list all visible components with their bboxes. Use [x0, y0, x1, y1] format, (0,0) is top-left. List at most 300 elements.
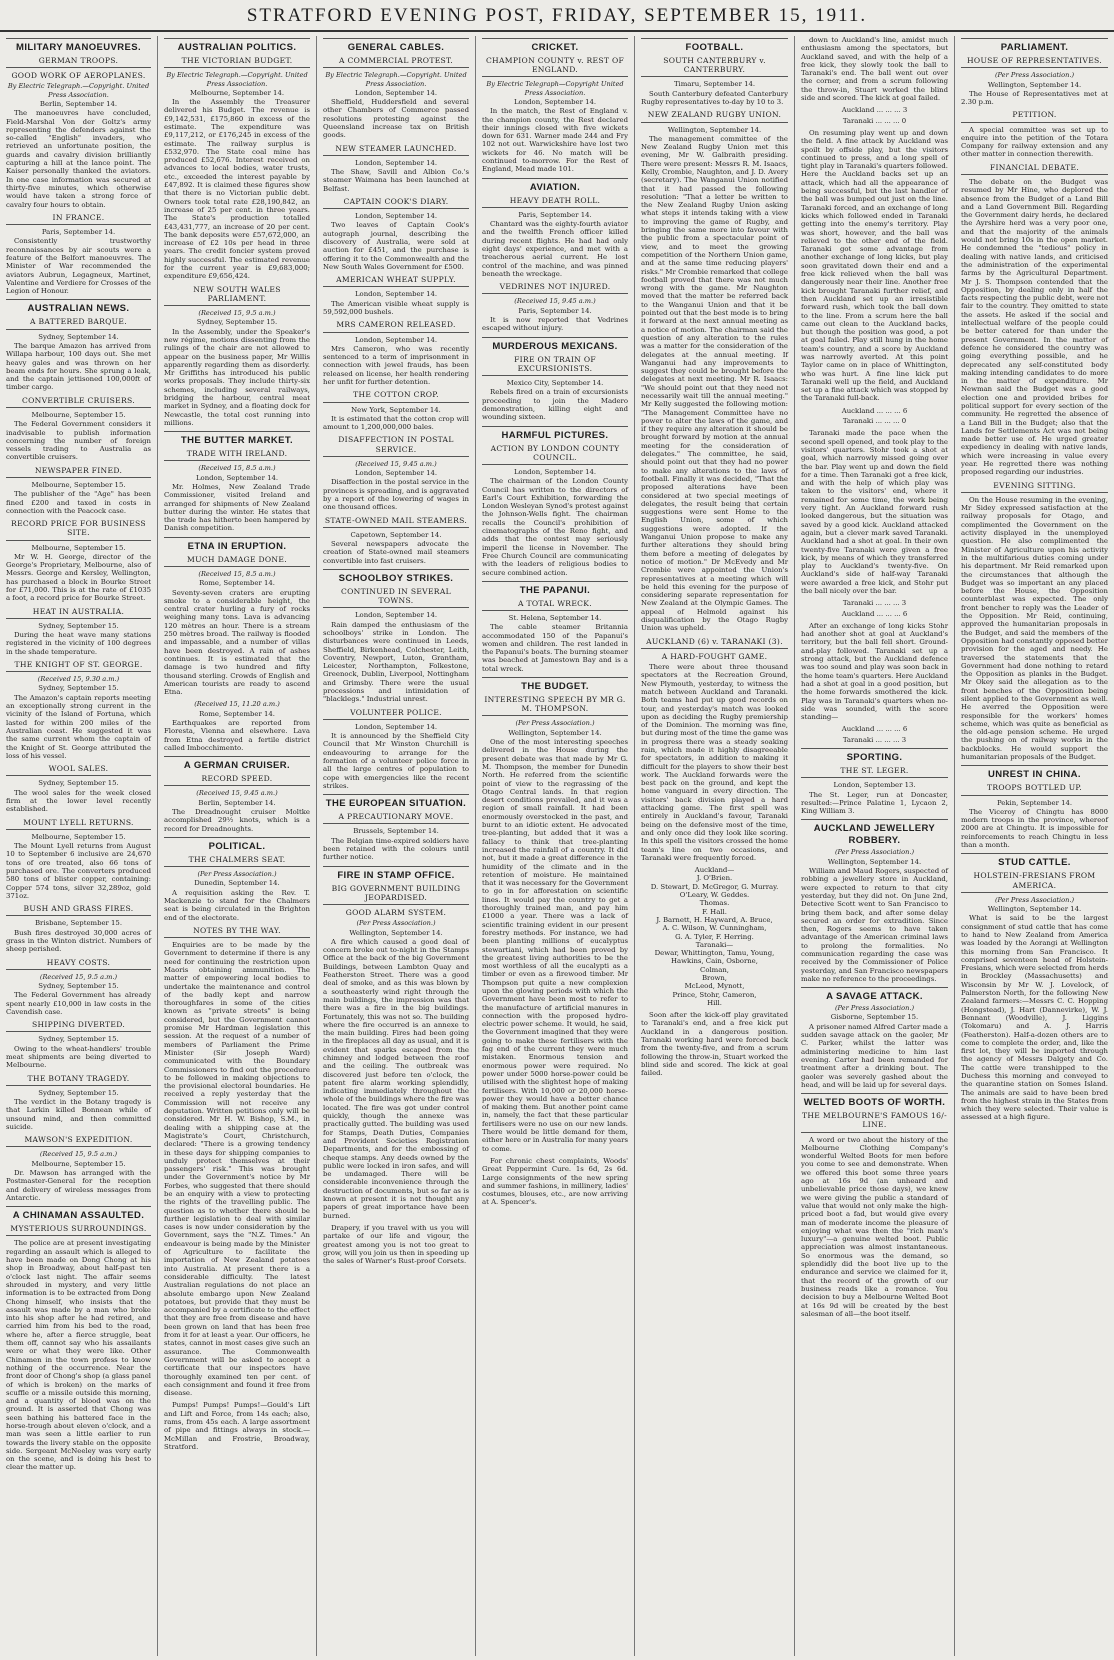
article-body: For chronic chest complaints, Woods' Great Peppermint Cure. 1s 6d, 2s 6d. Large consignments of the new spring and summer fashions, in millinery, ladies' costumes, blouses, etc., are now arriving at A. Spencer's.: [482, 1156, 628, 1207]
divider: [641, 38, 788, 39]
article-body: The police are at present investigating regarding an assault which is alleged to have been made on Dong Chong at his shop in Broadway, about half-past ten o'clock last night. The affair seems shrouded in mystery, and very little information is to be extracted from Dong Chong himself, who insists that the assault was made by a man who broke into his shop after he had retired, and carried him from his bed to the road, where he, after a fierce struggle, beat them off, cannot say who his assailants were or what they were like. Other Chinamen in the town profess to know nothing of the occurrence. Near the front door of Chong's shop (a glass panel of which is broken) on the marks of scuffle or a missile outside this morning, and a quantity of blood was on the ground. It is asserted that Chong was seen bathing his battered face in the horse-trough about eleven o'clock, and a man was seen a little earlier to run towards the livery stable on the opposite side. Sergeant McNeeley was very early on the scene, and is doing his best to clear the matter up.: [6, 1239, 151, 1472]
subheadline: CAPTAIN COOK'S DIARY.: [323, 197, 469, 209]
article-body: The management committee of the New Zealand Rugby Union met this evening, Mr W. Galbraith presiding. There were present: Messrs R. M. Isaacs, Kelly, Crombie, Naughton, and J. D. Avery (secretary). The Wanganui Union notified that it had passed the following resolution: "That a letter be written to the New Zealand Rugby Union asking what steps it intends taking with a view to improving the game of Rugby, and bringing the same more into favour with the public from a spectacular point of view, and to meet the growing competition of the Northern Union game, and at the same time reducing players' risks." Mr Crombie remarked that college football proved that there was not much wrong with the game. Mr Naughton moved that the matter be referred back to the Wanganui Union and that it be pointed out that the best mode is to bring it forward at the next annual meeting as a notice of motion. The chairman said the question of any alteration to the rules was a matter for the consideration of the delegates at the annual meeting. If Wanganui had any improvements to suggest they could be brought before the delegates at next meeting. Mr R. Isaacs: "We should point out that they need not necessarily wait till the annual meeting." Mr Kelly suggested the following motion: "The Management Committee have no power to alter the laws of the game, and if they require any alteration it should be brought forward by motion at the annual meeting for the consideration of delegates." The committee, he said, should point out that they had no power to make any alterations to the laws of football. Finally it was decided, "That the proposed alterations have been considered at two special meetings of delegates, the result being that certain suggestions were sent Home to the English Union, some of which suggestions were adopted. If the Wanganui Union propose to make any further alterations they should bring them before a meeting of delegates by notice of motion." Dr McEvedy and Mr Crombie were appointed the Union's representatives at a meeting which will be held this evening for the purpose of considering separate representation for New Zealand at the Olympic Games. The appeal of Helmold against his disqualification by the Otago Rugby Union was upheld.: [641, 134, 788, 633]
subheadline: NEW ZEALAND RUGBY UNION.: [641, 110, 788, 122]
article-body: The Viceroy of Chingtu has 8000 modern troops in the province, whereof 2000 are at Chingtu. It is impossible for reinforcements to reach Chingtu in less than a month.: [961, 807, 1108, 850]
subheadline: A PRECAUTIONARY MOVE.: [323, 812, 469, 824]
divider: [164, 431, 310, 432]
dateline: Wellington, September 14.: [508, 728, 602, 737]
subheadline: MOUNT LYELL RETURNS.: [6, 818, 151, 830]
team-heading: Auckland—: [694, 866, 735, 875]
article: [482, 1157, 628, 1207]
source-line: (Per Press Association.): [197, 870, 277, 879]
article: [6, 38, 151, 209]
subheadline: AUCKLAND (6) v. TARANAKI (3).: [641, 637, 788, 649]
dateline: Wellington, September 14.: [667, 125, 762, 134]
dateline: London, September 13.: [833, 781, 916, 790]
subheadline: THE BOTANY TRAGEDY.: [6, 1074, 151, 1086]
source-line: (Per Press Association.): [515, 719, 595, 728]
article-body: The Mount Lyell returns from August 10 to September 6 inclusive are 24,670 tons of ore treated, also 66 tons of purchased ore. The converters produced 580 tons of blister copper, containing: Copper 574 tons, silver 32,289oz, gold 371oz.: [6, 842, 151, 900]
article: [6, 764, 151, 813]
article-body: The Amazon's captain reports meeting an exceptionally strong current in the vicinity of the Island of Fortuna, which lasted for within 200 miles of the Australian coast. He suggested it was the same current whom the captain of the Knight of St. George attributed the loss of his vessel.: [6, 693, 151, 760]
article-body: The wool sales for the week closed firm at the lower level recently established.: [6, 788, 151, 814]
subheadline: NEW STEAMER LAUNCHED.: [323, 144, 469, 156]
article-body: Earthquakes are reported from Floresta, Vienna and elsewhere. Lava from Etna destroyed a fertile district called Imbocchimento.: [164, 719, 310, 752]
subheadline: AMERICAN WHEAT SUPPLY.: [323, 275, 469, 287]
headline: AVIATION.: [529, 181, 581, 193]
divider: [6, 38, 151, 39]
article-body: The House of Representatives met at 2.30 p.m.: [961, 89, 1108, 107]
dateline: Sydney, September 15.: [38, 1035, 119, 1044]
article-body: Rebels fired on a train of excursionists proceeding to join the Madero demonstration, killing eight and wounding sixteen.: [482, 388, 628, 422]
dateline: Pekin, September 14.: [996, 798, 1073, 807]
source-line: (Per Press Association.): [994, 895, 1075, 904]
dateline: London, September 14.: [513, 98, 597, 106]
dateline: Melbourne, September 15.: [31, 480, 126, 489]
headline: MURDEROUS MEXICANS.: [492, 340, 618, 352]
article-body: A fire which caused a good deal of concern broke out to-night in the Stamps Office at the back of the big Government Buildings, between Lambton Quay and Featherston Street. There was a good deal of smoke, and as this was blown by a southeasterly wind right through the main buildings, the impression was that there was a fire in the big buildings. Fortunately, this was not so. The building where the fire occurred is an annexe to the main building. Fires had been going in the fireplaces all day as usual, and it is evident that sparks escaped from the chimney and lodged between the roof and the ceiling. The outbreak was discovered just before ten o'clock, the patent fire alarm working splendidly, indicating immediately throughout the whole of the buildings where the fire was located. The fire was got under control quickly, though the annexe was practically gutted. The building was used for Stamps, Death Duties, Companies and Provident Societies Registration Departments, and for the embossing of cheque stamps. Any deeds owned by the public were locked in iron safes, and will be undamaged. There will be considerable inconvenience through the destruction of documents, but so far as is known at present it is not thought any papers of great importance have been burned.: [323, 937, 469, 1220]
article: [323, 390, 469, 431]
article: [801, 36, 948, 102]
source-line: (Received 15, 11.20 a.m.): [194, 700, 280, 709]
article-body: Bush fires destroyed 30,000 acres of grass in the Winton district. Numbers of sheep perished.: [6, 928, 151, 954]
article: [164, 926, 310, 1398]
article: [323, 197, 469, 271]
divider: [323, 866, 469, 867]
article: [6, 660, 151, 760]
article-body: A prisoner named Alfred Carter made a sudden savage attack on the gaoler, Mr C. Parker, whilst the latter was administering medicine to him last evening. Carter had been remanded for treatment after a drinking bout. The gaoler was severely gashed about the head, and will be laid up for several days.: [801, 1022, 948, 1089]
subheadline: MAWSON'S EXPEDITION.: [6, 1135, 151, 1147]
article: [323, 794, 469, 861]
subheadline: HOUSE OF REPRESENTATIVES.: [961, 56, 1108, 68]
article: [6, 904, 151, 953]
column-2: [158, 36, 317, 1656]
source-line: By Electric Telegraph.—Copyright. United Press Association.: [7, 82, 150, 99]
article-body: Taranaki made the pace when the second spell opened, and took play to the visitors' quarters. Stohr took a shot at goal, which narrowly missed going over the bar. Play went up and down the field for a time. Then Taranaki got a free kick, and with the help of which play was taken to the visitors' end, where it remained for some time, the work being very tight. An Auckland forward rush looked dangerous, but the situation was saved by a good kick. Auckland attacked again, but a clever mark saved Taranaki. Auckland had a shot at goal. In their own twenty-five Taranaki were given a free kick, by means of which they transferred play to Auckland's twenty-five. On Auckland's side of half-way Taranaki were awarded a free kick, and Stohr put the ball nicely over the bar.: [801, 429, 948, 595]
source-line: (Received 15, 9.5 a.m.): [39, 972, 118, 981]
article-body: down to Auckland's line, amidst much enthusiasm among the spectators, but Auckland saved, and with the help of a free kick, they slowly took the ball to Taranaki's end. The ball went out over the corner, and from a scrum following the throw-in, Stuart worked the blind side and scored. The kick at goal failed.: [801, 36, 948, 103]
article: [482, 426, 628, 577]
subheadline: SOUTH CANTERBURY v. CANTERBURY.: [641, 56, 788, 77]
dateline: Sydney, September 15.: [38, 982, 119, 990]
article-body: A requisition asking the Rev. T. Mackenzie to stand for the Chalmers seat is being circulated in the Brighton end of the electorate.: [164, 888, 310, 922]
article-body: Sheffield, Huddersfield and several other Chambers of Commerce passed resolutions protesting against the Queensland increase tax on British goods.: [323, 98, 469, 140]
subheadline: GOOD ALARM SYSTEM.: [345, 908, 447, 918]
subheadline: DISAFFECTION IN POSTAL SERVICE.: [323, 435, 469, 456]
dateline: Brussels, September 14.: [353, 827, 439, 836]
subheadline: THE ST. LEGER.: [801, 766, 948, 778]
dateline: Melbourne, September 14.: [189, 88, 285, 97]
dateline: Mexico City, September 14.: [506, 379, 604, 388]
article-body: The American visible wheat supply is 59,592,000 bushels.: [323, 299, 469, 317]
subheadline: THE COTTON CROP.: [323, 390, 469, 402]
divider: [6, 1206, 151, 1207]
article: [164, 756, 310, 833]
headline: GENERAL CABLES.: [347, 42, 445, 53]
score-line: Taranaki ... ... ... 3: [842, 599, 907, 608]
divider: [482, 178, 628, 179]
headline: ETNA IN ERUPTION.: [187, 540, 287, 552]
article: [323, 144, 469, 193]
dateline: London, September 14.: [354, 212, 438, 221]
article-body: The cable steamer Britannia accommodated 150 of the Papanui's women and children. The rest landed in the Papanui's boats. The burning steamer was beached at Jamestown Bay and is a total wreck.: [482, 623, 629, 673]
dateline: Melbourne, September 15.: [31, 543, 126, 552]
article-body: Rain damped the enthusiasm of the schoolboys' strike in London. The disturbances were continued in Leeds, Sheffield, Birkenhead, Colchester, Leith, Coventry, Newport, Luton, Grantham, Leicester, Northampton, Folkestone, Greenock, Dublin, Liverpool, Nottingham and Grimsby. There were the usual processions and intimidation of "blacklegs." Industrial unrest.: [323, 620, 469, 704]
dateline: Brisbane, September 15.: [34, 919, 123, 928]
divider: [6, 299, 151, 300]
dateline: Sydney, September 15.: [38, 1088, 119, 1097]
dateline: London, September 14.: [354, 158, 438, 167]
subheadline: RECORD SPEED.: [164, 774, 310, 786]
team-player-line: G. A. Tyler, F. Herring.: [675, 932, 754, 941]
article-body: A word or two about the history of the Melbourne Clothing Company's wonderful Welted Boots for men before you come to see and demonstrate. When we offered this boot some three years ago at 16s 9d (an unheard and unbelievable price those days), we knew we were giving the public a standard of value that would not only make the high-priced boot a fad, but would give every man of moderate income the pleasure of enjoying what was then the "rich man's luxury"—a genuine welted boot. Public appreciation was almost instantaneous. So enormous was the demand, so splendidly did the boot live up to the endurance and service we claimed for it, that the record of the growth of our business reads like a romance. You decision to buy a Melbourne Welted Boot at 16s 9d will be created by the best salesman of all—the boot itself.: [801, 1135, 948, 1318]
subheadline: HOLSTEIN-FRESIANS FROM AMERICA.: [961, 871, 1108, 892]
column-5: [635, 36, 795, 1656]
dateline: London, September 14.: [354, 722, 438, 731]
article-body: In the Assembly the Treasurer delivered his Budget. The revenue is £9,142,531, £175,860 in excess of the estimate. The expenditure was £9,117,212, or £176,245 in excess of the estimate. The railway surplus is £532,970. The State coal mine has produced £52,676. Interest received on advances to local bodies, water trusts, etc., exceeded the interest payable by £47,892. It is claimed these figures show that there is no Victorian public debt. Owners took total rate £28,190,842, an increase of 25 per cent. in three years. The State's production totalled £43,431,777, an increase of 20 per cent. The bank deposits were £57,672,000, an increase of £2 10s per head in three years. The credit foncier system proved highly successful. The estimated revenue for the current year is £9,683,000; expenditure £9,656,424.: [164, 98, 310, 281]
article: [801, 622, 948, 722]
article: [641, 110, 788, 632]
divider: [164, 837, 310, 838]
subheadline: FINANCIAL DEBATE.: [961, 163, 1108, 175]
source-line: (Received 15, 9.30 a.m.): [37, 675, 120, 684]
source-line: (Received 15, 9.45 a.m.): [196, 789, 278, 798]
subheadline: WOOL SALES.: [6, 764, 151, 776]
article-body: The publisher of the "Age" has been fined £200 and taxed in costs in connection with the Peacock case.: [6, 490, 151, 515]
article: [801, 106, 948, 125]
article-body: Seventy-seven craters are erupting smoke to a considerable height, the central crater hurling a fury of rocks weighing many tons. Lava is advancing 120 mètres an hour. There is a stream 250 mètres broad. The railway is flooded and impassable, and a number of villas have been destroyed. A rain of ashes continues. It is estimated that the damage is two hundred and fifty thousand sterling. Crowds of English and American tourists are ready to ascend Etna.: [164, 588, 310, 697]
headline: SCHOOLBOY STRIKES.: [338, 573, 454, 584]
dateline: London, September 14.: [195, 473, 279, 482]
dateline: Sydney, September 15.: [38, 779, 119, 788]
article-body: The debate on the Budget was resumed by Mr Hine, who deplored the absence from the Budget of a Land Bill and a Land Government Bill. Regarding the Government dairy herds, he declared the Ayrshire herd was a very poor one, and that the majority of the animals would not bring 10s in the open market. He condemned the "tedious" policy in dealing with native lands, and criticised the administration of the experimental farms by the Agricultural Department. Mr J. S. Thompson contended that the Opposition, by dealing only in half the facts respecting the public debt, were not fair to the country. They omitted to state the assets. He asked if the social and intellectual welfare of the people could be better catered for than under the present Government. In the matter of defence he considered the country was going everything possible, and he deprecated any self-constituted body making intending candidates to do more in the matter of expenditure. Mr Newman said the Budget was a good election one and provided bribes for political support for every section of the community. He regretted the absence of a Land Bill in the Budget; also that the Lands for Settlements Act was not being made better use of. He urged greater expediency in dealing with native lands, which were increasing in value every year. He regretted there was nothing proposed regarding our industries.: [961, 177, 1108, 477]
subheadline: TRADE WITH IRELAND.: [164, 449, 310, 461]
article: [482, 282, 628, 332]
dateline: Wellington, September 14.: [987, 905, 1082, 914]
article-body: Pumps! Pumps! Pumps!—Gould's Lift and Lift and Force, from 14s each; also, rams, from 45s each. A large assortment of pipe and fittings always in stock.—McMillan and Frostrie, Broadway, Stratford.: [164, 1401, 310, 1451]
article: [641, 1011, 788, 1077]
headline: A GERMAN CRUISER.: [183, 760, 291, 772]
subheadline: THE KNIGHT OF ST. GEORGE.: [6, 660, 151, 672]
headline: THE EUROPEAN SITUATION.: [325, 798, 467, 810]
team-player-line: Prince, Stohr, Cameron,: [672, 990, 757, 999]
subheadline: FIRE ON TRAIN OF EXCURSIONISTS.: [482, 355, 628, 376]
article: [323, 435, 469, 511]
headline: FOOTBALL.: [685, 42, 744, 53]
article: [164, 431, 310, 533]
divider: [323, 38, 469, 39]
article: [6, 1206, 151, 1472]
team-player-line: F. Hall.: [702, 907, 727, 916]
article-body: Consistently trustworthy reconnaissances by air scouts were a feature of the Belfort manoeuvres. The Minister of War recommended the aviators Aubrun, Legagneux, Martinet, Valentine and Verdiere for Crosses of the Legion of Honour.: [6, 237, 151, 296]
article: [323, 516, 469, 565]
team-player-line: Hill.: [707, 998, 722, 1007]
article-body: It is estimated that the cotton crop will amount to 1,200,000,000 bales.: [323, 414, 469, 432]
column-6: [795, 36, 955, 1656]
divider: [164, 756, 310, 757]
article-body: It is announced by the Sheffield City Council that Mr Winston Churchill is endeavouring to arrange for the formation of a volunteer police force in all the large centres of population to cope with emergencies like the recent strikes.: [323, 732, 469, 790]
subheadline: THE MELBOURNE'S FAMOUS 16/- LINE.: [801, 1111, 948, 1132]
subheadline: VEDRINES NOT INJURED.: [482, 282, 628, 294]
divider: [961, 853, 1108, 854]
article-body: Two leaves of Captain Cook's autograph journal, describing the discovery of Australia, were sold at auction for £451, and the purchase is offering it to the Commonwealth and the New South Wales Government for £500.: [323, 221, 469, 271]
subheadline: A TOTAL WRECK.: [482, 599, 628, 611]
article-body: On resuming play went up and down the field. A fine attack by Auckland was spoilt by offside play, but the visitors continued to press, and a long spell of tight play in Taranaki's quarters followed. Here the Auckland backs set up an attack, which had all the appearance of being successful, but the last handler of the ball was bumped out just on the line. Taranaki forced, and an exchange of long kicks which followed ended in Taranaki getting into the enemy's territory. Play was short, however, and the ball was relieved to the other end of the field. Taranaki got some advantage from another exchange of long kicks, but play soon gravitated down their end and a free kick relieved when the ball was dangerously near their line. Another free kick brought Taranaki further relief, and then Auckland set up an irresistible forward rush, which took the ball down to the line. From a scrum here the ball came out clean to the Auckland backs, but though the position was good, a pot at goal failed. Play still hung in the home team's country, and a score by Auckland was narrowly averted. At this point Taylor came on in place of Whittington, who was hurt. A fine line kick put Taranaki well up the field, and Auckland set up a fine attack which was stopped by the Taranaki full-back.: [801, 128, 948, 403]
subheadline: EVENING SITTING.: [961, 481, 1108, 493]
divider: [323, 569, 469, 570]
team-player-line: D. Stewart, D. McGregor, G. Murray.: [650, 882, 779, 891]
article: [961, 38, 1108, 106]
team-heading: Taranaki—: [695, 940, 734, 949]
team-player-line: Dewar, Whittington, Tamu, Young,: [654, 949, 775, 958]
article-body: In the Assembly, under the Speaker's new régime, motions dissenting from the rulings of the chair are not allowed to appear on the business paper, Mr Willis apparently regarding them as disorderly. Mr Griffiths has introduced his public works proposals. They include thirty-six schemes, including several railways, bridging the harbour, central meat market in Sydney, and a floating dock for Newcastle, the total cost running into millions.: [164, 327, 310, 427]
subheadline: SHIPPING DIVERTED.: [6, 1020, 151, 1032]
score-line: Taranaki ... ... ... 3: [842, 735, 907, 744]
subheadline: NOTES BY THE WAY.: [164, 926, 310, 938]
article: [6, 519, 151, 602]
dateline: Capetown, September 14.: [350, 530, 442, 539]
article: [482, 581, 628, 673]
newspaper-columns: [0, 36, 1114, 1656]
column-1: [0, 36, 158, 1656]
article: [6, 1074, 151, 1132]
subheadline: PETITION.: [961, 110, 1108, 122]
article-body: Several newspapers advocate the creation of State-owned mail steamers convertible into fast cruisers.: [323, 540, 469, 565]
article: [323, 1224, 469, 1265]
divider: [164, 537, 310, 538]
dateline: London, September 14.: [354, 290, 438, 299]
headline: MILITARY MANOEUVRES.: [16, 42, 141, 53]
article-body: The chairman of the London County Council has written to the directors of Earl's Court Exhibition, forwarding the London Wesleyan Synod's protest against the Johnson-Wells fight. The chairman recalls the Council's prohibition of cinematographs of the Reno fight, and adds that the contest may seriously imperil the license in November. The Free Church Council are communicating with the leaders of religious bodies to secure combined action.: [482, 477, 628, 577]
headline: THE PAPANUI.: [519, 584, 591, 596]
score-line: Auckland ... ... ... 6: [841, 725, 908, 734]
dateline: Paris, September 14.: [518, 306, 592, 315]
team-player-line: Colman,: [700, 965, 729, 974]
article-body: In the match, the Rest of England v. the champion county, the Rest declared their innings closed with five wickets down for 631. Warner made 244 and Fry 102 not out. Warwickshire have lost two wickets for 46. No match will be continued to-morrow. For the Rest of England, Mead made 101.: [482, 107, 628, 174]
divider: [961, 38, 1108, 39]
article: [801, 599, 948, 618]
article: [961, 163, 1108, 477]
headline: AUSTRALIAN POLITICS.: [177, 42, 297, 53]
divider: [482, 677, 628, 678]
article: [482, 677, 628, 1153]
article: [6, 1135, 151, 1202]
dateline: Melbourne, September 15.: [31, 1159, 126, 1168]
article-body: The Federal Government considers it inadvisable to publish information concerning the number of foreign vessels trading to Australia as convertible cruisers.: [6, 420, 151, 462]
article-body: Owing to the wheat-handlers' trouble meat shipments are being diverted to Melbourne.: [6, 1044, 151, 1070]
divider: [482, 426, 628, 427]
subheadline: IN FRANCE.: [6, 213, 151, 225]
article-body: Dr. Mawson has arranged with the Postmaster-General for the reception and delivery of wireless messages from Antarctic.: [6, 1169, 151, 1202]
article: [6, 1020, 151, 1069]
headline: SPORTING.: [846, 752, 903, 764]
score-line: Taranaki ... ... ... 0: [842, 116, 907, 125]
article: [641, 637, 788, 863]
article-body: One of the most interesting speeches delivered in the House during the present debate was that made by Mr G. M. Thompson, the member for Dunedin North. He referred from the scientific point of view to the regrassing of the Otago Central lands. In that region desert conditions prevailed, and it was a region of small rainfall. It had been enormously overstocked in the past, and burnt to an idiotic extent. He advocated tree-planting, but added that it was a fallacy to think that tree-planting increased the rainfall of a country. It did not, but it made a great difference in the humidity of the climate and in the retention of moisture. He maintained that it was necessary for the Government to go in for afforestation on scientific lines. It would pay the country to get a thoroughly trained man, and pay him £1000 a year. There was a lack of scientific training evident in our present forestry methods. For instance, we had been planting millions of eucalyptus stewartiani, which had been proved by the greatest living authorities to be the most worthless of all the eucalypti as a timber or even as a firewood timber. Mr Thompson put quite a new complexion upon the glowing periods with which the Government have been most to refer to the manufacture of artificial manures in connection with the proposed hydro-electric power scheme. It would, he said, the Government imagined that they were going to make these fertilisers with the fag end of the current they were much mistaken. Enormous tension and enormous power were required. No power under 5000 horse-power could be utilised with the slightest hope of making fertilisers. With 10,000 or 20,000 horse-power they would have a better chance of making them. But another point came in, namely, the fact that these particular fertilisers were no use on our new lands. There would be little demand for them, either here or in Australia for many years to come.: [482, 738, 628, 1153]
team-player-line: McLeod, Mynott,: [684, 982, 745, 991]
column-3: [317, 36, 476, 1656]
article: [323, 275, 469, 316]
source-line: (Received 15, 9.45 a.m.): [514, 297, 596, 306]
article-body: William and Maud Rogers, suspected of robbing a jewellery store in Auckland, were expected to return to that city yesterday, but they did not. On June 2nd, Detective Scott went to San Francisco to bring them back, and after some delay secured an order for extradition. Since then, Rogers seems to have taken advantage of the American criminal laws to prolong the formalities. No communication regarding the case was received by the Commissioner of Police yesterday, and San Francisco newspapers make no reference to the proceedings.: [801, 867, 949, 983]
divider: [482, 38, 628, 39]
source-line: By Electric Telegraph—Copyright United Press Association.: [486, 80, 624, 97]
headline: HARMFUL PICTURES.: [501, 429, 609, 441]
article-body: The Shaw, Savill and Albion Co.'s steamer Waimana has been launched at Belfast.: [323, 168, 469, 193]
article-body: The Belgian time-expired soldiers have been retained with the colours until further notice.: [323, 836, 469, 862]
team-player-line: Thomas.: [699, 899, 730, 908]
article-body: The Dreadnought cruiser Moltke accomplished 29½ knots, which is a record for Dreadnoughts.: [164, 808, 310, 833]
article: [6, 607, 151, 656]
subheadline: BUSH AND GRASS FIRES.: [6, 904, 151, 916]
subheadline: TROOPS BOTTLED UP.: [961, 783, 1108, 795]
article-body: The Federal Government has already spent nearly £10,000 in law costs in the Cavendish case.: [6, 991, 151, 1016]
subheadline: A HARD-FOUGHT GAME.: [661, 651, 768, 661]
article: [6, 299, 151, 391]
team-player-line: O'Leary, W. Geddes.: [679, 891, 750, 900]
team-player-line: A. C. Wilson, W. Cunningham,: [662, 924, 767, 933]
divider: [801, 1093, 948, 1094]
subheadline: A BATTERED BARQUE.: [6, 317, 151, 329]
dateline: Timaru, September 14.: [673, 80, 756, 89]
team-player-line: J. O'Brien.: [696, 874, 733, 883]
source-line: (Received 15, 8.5 a.m.): [198, 464, 276, 473]
dateline: New York, September 14.: [351, 405, 441, 414]
article: [164, 285, 310, 428]
article: [6, 818, 151, 901]
article-body: After an exchange of long kicks Stohr had another shot at goal at Auckland's territory, but the ball fell short. Ground-and-play followed. Taranaki set up a strong attack, but the Auckland defence was too sound and play was soon back in the home team's quarters. Here Auckland had a shot at goal in a good position, but the home forwards smothered the kick. Play was in Taranaki's quarters when no-side was sounded, with the score standing—: [801, 621, 948, 722]
divider: [801, 987, 948, 988]
article-body: Chantard was the eighty-fourth aviator and the twelfth French officer killed during recent flights. He had had only eight days' experience, and met with a treacherous aerial current. He lost control of the machine, and was pinned beneath the wreckage.: [482, 220, 628, 278]
dateline: Berlin, September 14.: [39, 100, 118, 108]
article: [801, 1093, 948, 1318]
article-body: Mr W. H. George, director of the George's Proprietary, Melbourne, also of Messrs. George and Kersley, Wellington, has purchased a block in Bourke Street for £71,000. This is at the rate of £1035 a foot, a record price for Bourke Street.: [6, 552, 151, 603]
article-body: There were about three thousand spectators at the Recreation Ground, New Plymouth, yesterday, to witness the match between Auckland and Taranaki. Both teams had put up good records on tour, and yesterday's match was looked upon as deciding the Rugby premiership of the Dominion. The morning was fine, but during most of the time the game was in progress there was a steady soaking rain, which made it highly disagreeable for spectators, in addition to making it difficult for the players to show their best work. The Auckland forwards were the best pack on the ground, and kept the home vanguard in every direction. The visitors' back division played a hard attacking game. The first spell was entirely in Auckland's favour, Taranaki being on the defensive most of the time, and only once did they look like scoring. In this spell the visitors crossed the home team's line on two occasions, and Taranaki were frequently forced.: [641, 663, 788, 862]
column-7: [955, 36, 1114, 1656]
score-line: Auckland ... ... ... 6: [841, 609, 908, 618]
dateline: Sydney, September 15.: [196, 318, 278, 327]
article: [801, 407, 948, 426]
divider: [323, 794, 469, 795]
dateline: Sydney, September 15.: [38, 684, 119, 693]
dateline: Melbourne, September 15.: [31, 410, 126, 419]
subheadline: ACTION BY LONDON COUNTY COUNCIL.: [482, 444, 628, 465]
subheadline: HEAVY DEATH ROLL.: [482, 196, 628, 208]
dateline: London, September 14.: [354, 469, 438, 478]
article: [164, 700, 310, 752]
article-body: Drapery, if you travel with us you will partake of our life and vigour, the greatest among you is not too great to grow, will you join us then in speeding up the sales of Warner's Rust-proof Corsets.: [323, 1223, 469, 1266]
subheadline: STATE-OWNED MAIL STEAMERS.: [323, 516, 469, 528]
dateline: Berlin, September 14.: [198, 798, 276, 807]
subheadline: MRS CAMERON RELEASED.: [323, 320, 469, 332]
article: [482, 178, 628, 279]
article: [961, 481, 1108, 762]
score-line: Taranaki ... ... ... 0: [842, 417, 907, 426]
article: [323, 320, 469, 386]
subheadline: MUCH DAMAGE DONE.: [164, 555, 310, 567]
article: [6, 213, 151, 296]
dateline: Sydney, September 15.: [38, 621, 119, 630]
headline: CRICKET.: [531, 42, 579, 53]
headline: FIRE IN STAMP OFFICE.: [337, 869, 455, 881]
subheadline: HEAT IN AUSTRALIA.: [6, 607, 151, 619]
subheadline: MYSTERIOUS SURROUNDINGS.: [6, 1224, 151, 1236]
headline: AUSTRALIAN NEWS.: [27, 303, 130, 315]
subheadline: GERMAN TROOPS.: [6, 56, 151, 68]
divider: [164, 38, 310, 39]
column-4: [476, 36, 635, 1656]
dateline: Dunedin, September 14.: [194, 879, 280, 888]
dateline: Melbourne, September 15.: [31, 832, 126, 841]
article: [323, 708, 469, 791]
subheadline: NEW SOUTH WALES PARLIAMENT.: [164, 285, 310, 306]
dateline: Gisborne, September 15.: [830, 1013, 919, 1022]
article-body: The verdict in the Botany tragedy is that Larkin killed Bonnean while of unsound mind, and then committed suicide.: [6, 1098, 151, 1131]
score-line: Auckland ... ... ... 6: [841, 406, 908, 415]
article: [801, 748, 948, 815]
source-line: (Per Press Association.): [356, 919, 436, 928]
divider: [801, 748, 948, 749]
article-body: South Canterbury defeated Canterbury Rugby representatives to-day by 10 to 3.: [641, 89, 788, 106]
dateline: Paris, September 14.: [518, 210, 592, 219]
article: [164, 38, 310, 281]
headline: POLITICAL.: [208, 840, 266, 852]
source-line: By Electric Telegraph.—Copyright. United Press Association.: [166, 71, 308, 88]
divider: [482, 581, 628, 582]
article: [323, 38, 469, 140]
dateline: Sydney, September 14.: [38, 332, 119, 341]
article-body: Enquiries are to be made by the Government to determine if there is any need for continuing the restriction upon Maoris obtaining ammunition. The matter of empowering local bodies to undertake the maintenance and control of the badly kept and narrow thoroughfares in some of the cities known as "private streets" is being considered, but the Government cannot promise Mr Hardman legislation this session. At the request of a number of members of Parliament the Prime Minister (Sir Joseph Ward) communicated with the Boundary Commissioners to find out the procedure to be followed in making objections to the provisional electoral boundaries. He received a reply yesterday that the Commission will not receive any deputation. Written petitions only will be considered. Mr H. W. Bishop, S.M., in dealing with a shipping case at the Magistrate's Court, Christchurch, declared: "There is a growing tendency in these days for shipping companies to unduly protect themselves at their passengers' risk." This was brought under the Government's notice by Mr Forbes, who suggested that there should be an enquiry with a view to protecting the rights of the travelling public. The question as to whether there should be further legislation to deal with similar cases is now under consideration by the Government, says the "N.Z. Times." An endeavour is being made by the Minister of Agriculture to facilitate the importation of New Zealand potatoes into Australia. At present there is a considerable difficulty. The latest Australian regulations do not place an absolute embargo upon New Zealand potatoes, but provide that they must be accompanied by a certificate to the effect that they are free from disease and have been grown on land that has been free from it for at least a year. Our officers, he states, cannot in most cases give such an assurance. The Commonwealth Government will be asked to accept a certificate that our inspectors have thoroughly examined ten per cent. of each consignment and found it free from disease.: [164, 941, 310, 1398]
masthead: STRATFORD EVENING POST, FRIDAY, SEPTEMBER 15, 1911.: [0, 0, 1114, 32]
article-body: Mr. Holmes, New Zealand Trade Commissioner, visited Ireland and arranged for shipments of New Zealand butter during the winter. He states that the trade has hitherto been hampered by Danish competition.: [164, 482, 310, 533]
article-body: What is said to be the largest consignment of stud cattle that has come to hand to New Zealand from America was loaded by the Aorangi at Wellington this morning from San Francisco. It comprised seventeen head of Holstein-Fresians, which were selected from herds in Brockley (Massachusetts) and Wisconsin by Mr W. J. Lovelock, of Palmerston North, for the following New Zealand farmers:—Messrs C. C. Hopping (Hongstead), J. Hart (Dannevirke), W. J. Bennant (Woodville), J. Liggins (Tokomaru) and A. J. Harris (Featherston). Half-a-dozen others are to come to complete the order, and, like the first lot, they will be imported through the agency of Messrs Dalgety and Co. The cattle were transhipped to the Duchess this morning and conveyed to the quarantine station on Somes Island. The animals are said to have been bred from the highest strain in the States from which they were selected. Their value is assessed at a high figure.: [961, 914, 1108, 1122]
article-body: The manoeuvres have concluded, Field-Marshal Von der Goltz's army representing the defenders against the so-called "English" invaders, who retrieved an unfortunate position, the guards and cavalry division brilliantly capturing a hill at the lance point. The Kaiser personally thanked the aviators. In one case information was secured at thirty-five minutes, which otherwise would have taken a strong force of cavalry four hours to obtain.: [6, 109, 151, 209]
dateline: Rome, September 14.: [199, 579, 275, 588]
headline: THE BUTTER MARKET.: [180, 435, 294, 447]
article: [6, 958, 151, 1017]
article-body: The St. Leger, run at Doncaster, resulted:—Prince Palatine 1, Lycaon 2, King William 3.: [801, 790, 948, 816]
subheadline: BIG GOVERNMENT BUILDING JEOPARDISED.: [323, 884, 469, 905]
article: [164, 837, 310, 922]
headline: THE BUDGET.: [521, 681, 589, 693]
article: [801, 129, 948, 403]
article-body: During the heat wave many stations registered in the vicinity of 100 degrees in the shade temperature.: [6, 631, 151, 656]
article: [801, 725, 948, 744]
team-player-line: Brown,: [701, 974, 728, 982]
subheadline: HEAVY COSTS.: [6, 958, 151, 970]
team-player-line: J. Barnett, H. Hayward, A. Bruce,: [656, 915, 773, 924]
dateline: London, September 14.: [513, 467, 597, 476]
article: [961, 853, 1108, 1121]
subheadline: VOLUNTEER POLICE.: [323, 708, 469, 720]
subheadline: THE VICTORIAN BUDGET.: [164, 56, 310, 68]
subheadline: RECORD PRICE FOR BUSINESS SITE.: [6, 519, 151, 540]
subheadline: INTERESTING SPEECH BY MR G. M. THOMPSON.: [482, 695, 628, 716]
subheadline: CONTINUED IN SEVERAL TOWNS.: [323, 587, 469, 608]
headline: STUD CATTLE.: [998, 857, 1071, 869]
dateline: London, September 14.: [354, 611, 438, 620]
source-line: (Received 15, 9.5 a.m.): [198, 309, 276, 318]
dateline: Wellington, September 14.: [987, 80, 1082, 89]
dateline: Paris, September 14.: [41, 228, 116, 237]
dateline: London, September 14.: [354, 88, 438, 97]
article: [801, 429, 948, 595]
article: [323, 866, 469, 1220]
divider: [961, 765, 1108, 766]
source-line: By Electric Telegraph.—Copyright. United Press Association.: [325, 71, 467, 88]
article-body: The barque Amazon has arrived from Willapa harbour, 100 days out. She met heavy gales and was thrown on her beam ends for hours. She sprung a leak, and the captain jettisoned 100,000ft of timber cargo.: [6, 341, 151, 392]
article: [164, 537, 310, 697]
